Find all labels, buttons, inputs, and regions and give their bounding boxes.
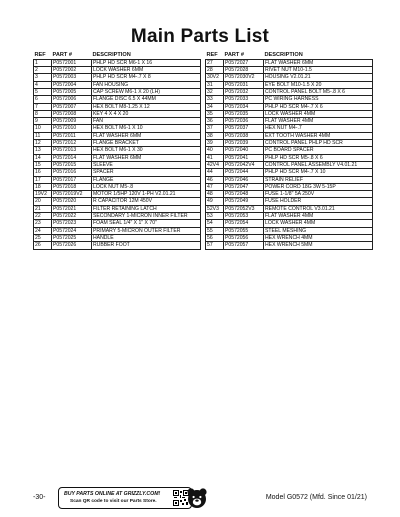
- table-row: [206, 110, 373, 117]
- ref-cell: 5: [34, 88, 52, 95]
- part-number-cell: P0572016: [52, 169, 92, 176]
- ref-cell: 19V2: [34, 191, 52, 198]
- description-cell: PHLP HD SCR M4-.7 X 6: [264, 103, 373, 110]
- table-row: [206, 169, 373, 176]
- header-ref: REF: [206, 52, 218, 58]
- ref-cell: 24: [34, 227, 52, 234]
- ref-cell: 22: [34, 213, 52, 220]
- description-cell: R CAPACITOR 12M 450V: [92, 198, 201, 205]
- page-number: -30-: [33, 494, 46, 501]
- ref-cell: 36: [206, 118, 224, 125]
- description-cell: FOAM SEAL 1/4" X 1" X 70": [92, 220, 201, 227]
- description-cell: FLAT WASHER 6MM: [264, 59, 373, 66]
- table-row: [206, 161, 373, 168]
- description-cell: FAN: [92, 118, 201, 125]
- ref-cell: 28: [206, 67, 224, 74]
- part-number-cell: P0572044: [224, 169, 264, 176]
- ref-cell: 33: [206, 96, 224, 103]
- description-cell: EYE BOLT M10-1.5 X 20: [264, 81, 373, 88]
- ref-cell: 52V3: [206, 205, 224, 212]
- ref-cell: 17: [34, 176, 52, 183]
- description-cell: PHLP HD SCR M4-.7 X 8: [92, 74, 201, 81]
- part-number-cell: P0572024: [52, 227, 92, 234]
- table-row: [34, 234, 201, 241]
- ref-cell: 48: [206, 191, 224, 198]
- description-cell: MOTOR 1/5HP 120V 1-PH V2.01.21: [92, 191, 201, 198]
- table-row: [34, 132, 201, 139]
- part-number-cell: P0572008: [52, 110, 92, 117]
- table-row: [34, 205, 201, 212]
- table-row: [206, 191, 373, 198]
- table-row: [34, 74, 201, 81]
- description-cell: SECONDARY 1-MICRON INNER FILTER: [92, 213, 201, 220]
- ref-cell: 3: [34, 74, 52, 81]
- ref-cell: 21: [34, 205, 52, 212]
- description-cell: FILTER RETAINING LATCH: [92, 205, 201, 212]
- part-number-cell: P0572033: [224, 96, 264, 103]
- header-description: DESCRIPTION: [92, 52, 131, 58]
- description-cell: RIVET NUT M10-1.5: [264, 67, 373, 74]
- part-number-cell: P0572047: [224, 183, 264, 190]
- table-row: [206, 67, 373, 74]
- part-number-cell: P0572010: [52, 125, 92, 132]
- header-ref: REF: [34, 52, 46, 58]
- description-cell: FLAT WASHER 6MM: [92, 132, 201, 139]
- table-row: [206, 118, 373, 125]
- description-cell: CAP SCREW M6-1 X 20 (LH): [92, 88, 201, 95]
- ref-cell: 47: [206, 183, 224, 190]
- description-cell: FAN HOUSING: [92, 81, 201, 88]
- table-row: [206, 205, 373, 212]
- ref-cell: 40: [206, 147, 224, 154]
- ref-cell: 13: [34, 147, 52, 154]
- table-row: [206, 81, 373, 88]
- description-cell: FLANGE: [92, 176, 201, 183]
- table-row: [34, 103, 201, 110]
- ref-cell: 42V4: [206, 161, 224, 168]
- ref-cell: 6: [34, 96, 52, 103]
- table-row: [206, 103, 373, 110]
- table-row: [34, 140, 201, 147]
- table-row: [34, 154, 201, 161]
- ref-cell: 41: [206, 154, 224, 161]
- part-number-cell: P0572013: [52, 147, 92, 154]
- part-number-cell: P0572039: [224, 140, 264, 147]
- description-cell: LOCK WASHER 4MM: [264, 110, 373, 117]
- description-cell: PC WIRING HARNESS: [264, 96, 373, 103]
- description-cell: CONTROL PANEL BOLT M5-.8 X 6: [264, 88, 373, 95]
- description-cell: RUBBER FOOT: [92, 242, 201, 249]
- part-number-cell: P0572005: [52, 88, 92, 95]
- description-cell: PRIMARY 5-MICRON OUTER FILTER: [92, 227, 201, 234]
- ref-cell: 15: [34, 161, 52, 168]
- description-cell: SLEEVE: [92, 161, 201, 168]
- table-row: [34, 176, 201, 183]
- ref-cell: 8: [34, 110, 52, 117]
- table-row: [34, 59, 201, 66]
- part-number-cell: P0572022: [52, 213, 92, 220]
- ref-cell: 57: [206, 242, 224, 249]
- part-number-cell: P0572002: [52, 67, 92, 74]
- ref-cell: 1: [34, 59, 52, 66]
- ref-cell: 54: [206, 220, 224, 227]
- table-row: [34, 191, 201, 198]
- table-row: [206, 147, 373, 154]
- ref-cell: 10: [34, 125, 52, 132]
- table-row: [206, 227, 373, 234]
- header-description: DESCRIPTION: [264, 52, 303, 58]
- header-part: PART #: [224, 52, 244, 58]
- page-title: Main Parts List: [130, 26, 270, 47]
- table-row: [34, 110, 201, 117]
- part-number-cell: P0572042V4: [224, 161, 264, 168]
- part-number-cell: P0572003: [52, 74, 92, 81]
- table-row: [206, 183, 373, 190]
- part-number-cell: P0572018: [52, 183, 92, 190]
- description-cell: PHLP HD SCR M6-1 X 16: [92, 59, 201, 66]
- ref-cell: 9: [34, 118, 52, 125]
- ref-cell: 44: [206, 169, 224, 176]
- part-number-cell: P0572004: [52, 81, 92, 88]
- ref-cell: 32: [206, 88, 224, 95]
- promo-headline: BUY PARTS ONLINE AT GRIZZLY.COM!: [64, 491, 161, 497]
- description-cell: STRAIN RELIEF: [264, 176, 373, 183]
- part-number-cell: P0572048: [224, 191, 264, 198]
- ref-cell: 2: [34, 67, 52, 74]
- description-cell: HEX BOLT M6-1 X 10: [92, 125, 201, 132]
- part-number-cell: P0572041: [224, 154, 264, 161]
- table-row: [206, 96, 373, 103]
- table-row: [206, 198, 373, 205]
- description-cell: FUSE 1-1/8" 5A 250V: [264, 191, 373, 198]
- table-header-row: [206, 52, 373, 59]
- ref-cell: 25: [34, 234, 52, 241]
- part-number-cell: P0572023: [52, 220, 92, 227]
- table-row: [34, 147, 201, 154]
- description-cell: PC BOARD SPACER: [264, 147, 373, 154]
- parts-table-right: [205, 52, 373, 250]
- ref-cell: 26: [34, 242, 52, 249]
- part-number-cell: P0572049: [224, 198, 264, 205]
- description-cell: PHLP HD SCR M5-.8 X 6: [264, 154, 373, 161]
- parts-table-left-body: [34, 59, 201, 249]
- grizzly-bear-logo-icon: [186, 487, 208, 509]
- part-number-cell: P0572025: [52, 234, 92, 241]
- description-cell: CONTROL PANEL ASSEMBLY V4.01.21: [264, 161, 373, 168]
- part-number-cell: P0572030V2: [224, 74, 264, 81]
- table-row: [206, 59, 373, 66]
- part-number-cell: P0572021: [52, 205, 92, 212]
- table-row: [34, 183, 201, 190]
- table-row: [34, 161, 201, 168]
- part-number-cell: P0572007: [52, 103, 92, 110]
- table-row: [206, 234, 373, 241]
- model-info: Model G0572 (Mfd. Since 01/21): [265, 494, 367, 501]
- header-part: PART #: [52, 52, 72, 58]
- ref-cell: 16: [34, 169, 52, 176]
- description-cell: HEX BOLT M6-1 X 30: [92, 147, 201, 154]
- part-number-cell: P0572011: [52, 132, 92, 139]
- description-cell: REMOTE CONTROL V3.01.21: [264, 205, 373, 212]
- description-cell: HEX NUT M4-.7: [264, 125, 373, 132]
- ref-cell: 27: [206, 59, 224, 66]
- description-cell: FLAT WASHER 4MM: [264, 118, 373, 125]
- part-number-cell: P0572032: [224, 88, 264, 95]
- ref-cell: 18: [34, 183, 52, 190]
- description-cell: HEX WRENCH 4MM: [264, 234, 373, 241]
- table-row: [206, 176, 373, 183]
- promo-subtext: Scan QR code to visit our Parts Store.: [70, 499, 157, 504]
- table-row: [206, 154, 373, 161]
- description-cell: SPACER: [92, 169, 201, 176]
- description-cell: FLANGE DISC 6.5 X 44MM: [92, 96, 201, 103]
- table-row: [206, 74, 373, 81]
- table-row: [206, 220, 373, 227]
- part-number-cell: P0572034: [224, 103, 264, 110]
- table-row: [206, 213, 373, 220]
- table-row: [34, 220, 201, 227]
- part-number-cell: P0572028: [224, 67, 264, 74]
- table-row: [34, 198, 201, 205]
- part-number-cell: P0572001: [52, 59, 92, 66]
- table-header-row: [34, 52, 201, 59]
- description-cell: HEX WRENCH 5MM: [264, 242, 373, 249]
- page-footer: [0, 487, 400, 511]
- table-row: [206, 132, 373, 139]
- description-cell: LOCK WASHER 4MM: [264, 220, 373, 227]
- table-row: [206, 125, 373, 132]
- table-row: [34, 81, 201, 88]
- ref-cell: 49: [206, 198, 224, 205]
- part-number-cell: P0572037: [224, 125, 264, 132]
- part-number-cell: P0572017: [52, 176, 92, 183]
- part-number-cell: P0572027: [224, 59, 264, 66]
- part-number-cell: P0572031: [224, 81, 264, 88]
- table-row: [34, 88, 201, 95]
- table-row: [206, 88, 373, 95]
- description-cell: EXT TOOTH WASHER 4MM: [264, 132, 373, 139]
- part-number-cell: P0572053: [224, 213, 264, 220]
- ref-cell: 35: [206, 110, 224, 117]
- part-number-cell: P0572035: [224, 110, 264, 117]
- description-cell: LOCK NUT M5-.8: [92, 183, 201, 190]
- ref-cell: 37: [206, 125, 224, 132]
- ref-cell: 12: [34, 140, 52, 147]
- ref-cell: 55: [206, 227, 224, 234]
- table-row: [34, 213, 201, 220]
- ref-cell: 14: [34, 154, 52, 161]
- table-row: [34, 169, 201, 176]
- ref-cell: 23: [34, 220, 52, 227]
- part-number-cell: P0572012: [52, 140, 92, 147]
- ref-cell: 30V2: [206, 74, 224, 81]
- description-cell: HEX BOLT M8-1.25 X 12: [92, 103, 201, 110]
- description-cell: HOUSING V2.01.21: [264, 74, 373, 81]
- parts-table-left: [33, 52, 201, 250]
- part-number-cell: P0572020: [52, 198, 92, 205]
- description-cell: HANDLE: [92, 234, 201, 241]
- description-cell: FLANGE BRACKET: [92, 140, 201, 147]
- description-cell: PHLP HD SCR M4-.7 X 10: [264, 169, 373, 176]
- description-cell: CONTROL PANEL PHLP HD SCR: [264, 140, 373, 147]
- part-number-cell: P0572057: [224, 242, 264, 249]
- description-cell: KEY 4 X 4 X 20: [92, 110, 201, 117]
- description-cell: FUSE HOLDER: [264, 198, 373, 205]
- part-number-cell: P0572026: [52, 242, 92, 249]
- part-number-cell: P0572009: [52, 118, 92, 125]
- table-row: [34, 96, 201, 103]
- part-number-cell: P0572052V3: [224, 205, 264, 212]
- part-number-cell: P0572015: [52, 161, 92, 168]
- description-cell: FLAT WASHER 6MM: [92, 154, 201, 161]
- table-row: [34, 118, 201, 125]
- ref-cell: 38: [206, 132, 224, 139]
- table-row: [34, 125, 201, 132]
- part-number-cell: P0572056: [224, 234, 264, 241]
- part-number-cell: P0572036: [224, 118, 264, 125]
- part-number-cell: P0572014: [52, 154, 92, 161]
- description-cell: LOCK WASHER 6MM: [92, 67, 201, 74]
- part-number-cell: P0572019V2: [52, 191, 92, 198]
- table-row: [206, 242, 373, 249]
- ref-cell: 11: [34, 132, 52, 139]
- part-number-cell: P0572006: [52, 96, 92, 103]
- part-number-cell: P0572046: [224, 176, 264, 183]
- table-row: [34, 242, 201, 249]
- description-cell: STEEL MESHING: [264, 227, 373, 234]
- ref-cell: 39: [206, 140, 224, 147]
- parts-table-right-body: [206, 59, 373, 249]
- parts-store-promo[interactable]: [58, 487, 192, 509]
- ref-cell: 53: [206, 213, 224, 220]
- ref-cell: 31: [206, 81, 224, 88]
- part-number-cell: P0572040: [224, 147, 264, 154]
- table-row: [34, 227, 201, 234]
- part-number-cell: P0572038: [224, 132, 264, 139]
- table-row: [206, 140, 373, 147]
- part-number-cell: P0572055: [224, 227, 264, 234]
- part-number-cell: P0572054: [224, 220, 264, 227]
- description-cell: POWER CORD 18G 3W 5-15P: [264, 183, 373, 190]
- ref-cell: 56: [206, 234, 224, 241]
- ref-cell: 34: [206, 103, 224, 110]
- ref-cell: 4: [34, 81, 52, 88]
- table-row: [34, 67, 201, 74]
- ref-cell: 7: [34, 103, 52, 110]
- ref-cell: 46: [206, 176, 224, 183]
- description-cell: FLAT WASHER 4MM: [264, 213, 373, 220]
- ref-cell: 20: [34, 198, 52, 205]
